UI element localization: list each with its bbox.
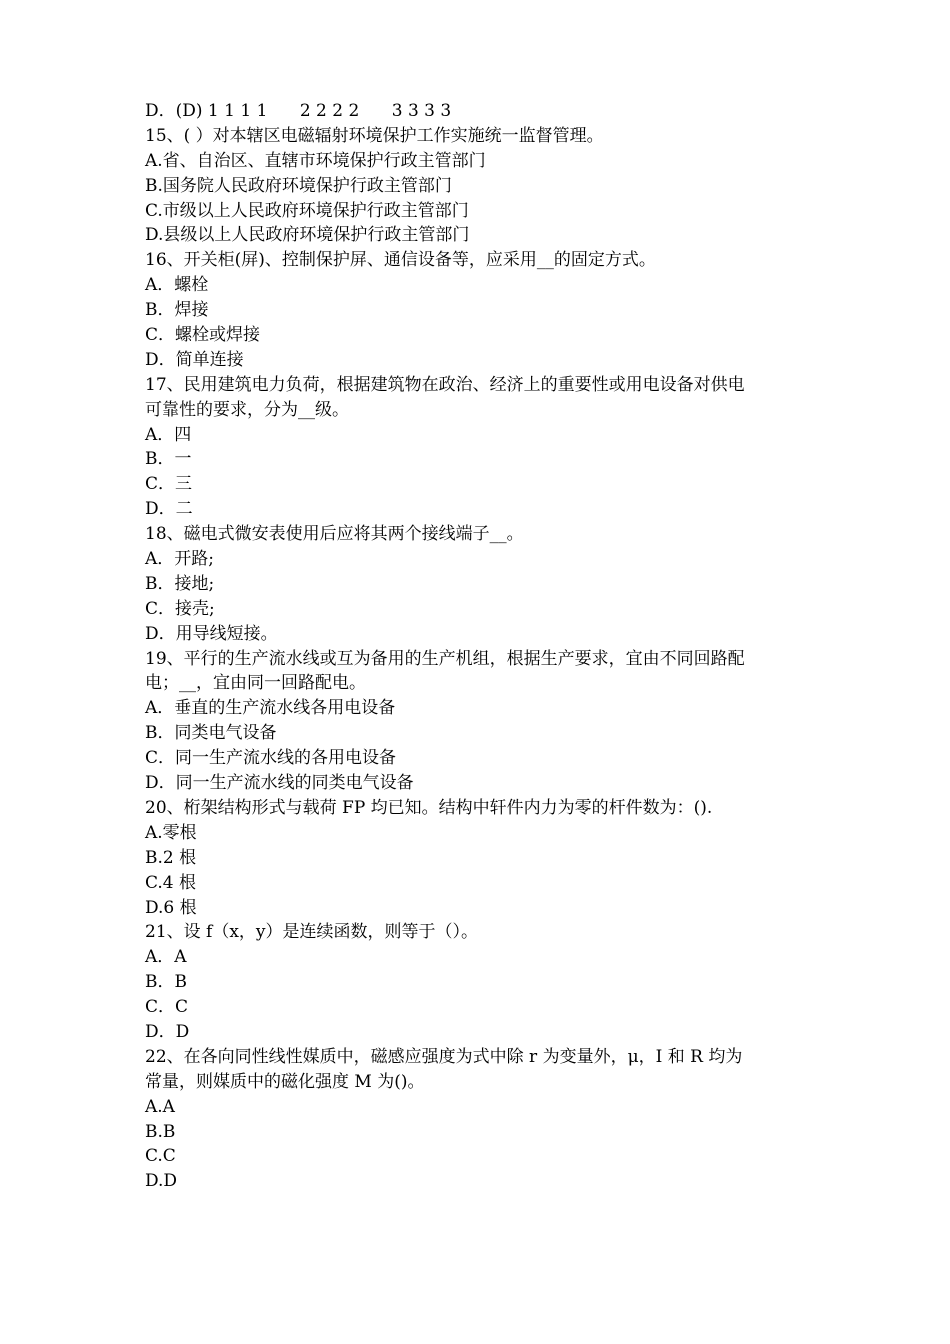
text-line: A．四 (145, 424, 192, 445)
text-line: C．接壳; (145, 598, 215, 619)
text-line: 21、设 f（x，y）是连续函数，则等于（）。 (145, 922, 479, 943)
text-line: 电；__，宜由同一回路配电。 (145, 673, 366, 694)
text-line: A.省、自治区、直辖市环境保护行政主管部门 (145, 150, 486, 171)
text-line: D．简单连接 (145, 349, 244, 370)
text-line: A．垂直的生产流水线各用电设备 (145, 698, 396, 719)
text-line: 18、磁电式微安表使用后应将其两个接线端子__。 (145, 524, 524, 545)
text-line: 可靠性的要求，分为__级。 (145, 399, 349, 420)
text-line: D．D (145, 1021, 190, 1042)
text-line: C．三 (145, 474, 193, 495)
text-line: B.2 根 (145, 847, 197, 868)
text-line: 15、( ）对本辖区电磁辐射环境保护工作实施统一监督管理。 (145, 125, 604, 146)
text-line: C．C (145, 997, 189, 1018)
text-line: 16、开关柜(屏)、控制保护屏、通信设备等，应采用__的固定方式。 (145, 250, 656, 271)
text-line: C.4 根 (145, 872, 197, 893)
text-line: B.B (145, 1121, 176, 1142)
text-line: D．同一生产流水线的同类电气设备 (145, 773, 414, 794)
text-line: B．同类电气设备 (145, 723, 277, 744)
text-line: B．接地; (145, 573, 215, 594)
text-line: 常量，则媒质中的磁化强度 M 为()。 (145, 1071, 425, 1092)
document-body (145, 99, 815, 1194)
text-line: B．焊接 (145, 300, 209, 321)
text-line: A.零根 (145, 822, 197, 843)
text-line: 22、在各向同性线性媒质中，磁感应强度为式中除 r 为变量外，μ，I 和 R 均为 (145, 1046, 743, 1067)
text-line: C.C (145, 1146, 176, 1167)
text-line: D.D (145, 1171, 178, 1192)
text-line: 19、平行的生产流水线或互为备用的生产机组，根据生产要求，宜由不同回路配 (145, 648, 745, 669)
text-line: A．开路; (145, 549, 215, 570)
text-line: C.市级以上人民政府环境保护行政主管部门 (145, 200, 469, 221)
text-line: A．A (145, 947, 187, 968)
text-line: D．二 (145, 499, 193, 520)
text-line: B.国务院人民政府环境保护行政主管部门 (145, 175, 452, 196)
text-line: D．用导线短接。 (145, 623, 278, 644)
text-line: 17、民用建筑电力负荷，根据建筑物在政治、经济上的重要性或用电设备对供电 (145, 374, 745, 395)
text-line: 20、桁架结构形式与载荷 FP 均已知。结构中轩件内力为零的杆件数为：(). (145, 797, 713, 818)
text-line: D．(D) 1 1 1 1 2 2 2 2 3 3 3 3 (145, 101, 452, 121)
text-line: B．一 (145, 449, 192, 470)
text-line: C．螺栓或焊接 (145, 325, 261, 346)
text-line: C．同一生产流水线的各用电设备 (145, 748, 397, 769)
text-line: A.A (145, 1096, 175, 1117)
text-line: D.县级以上人民政府环境保护行政主管部门 (145, 225, 470, 246)
text-line: A．螺栓 (145, 275, 209, 296)
text-line: D.6 根 (145, 897, 197, 918)
text-line: B．B (145, 972, 187, 993)
